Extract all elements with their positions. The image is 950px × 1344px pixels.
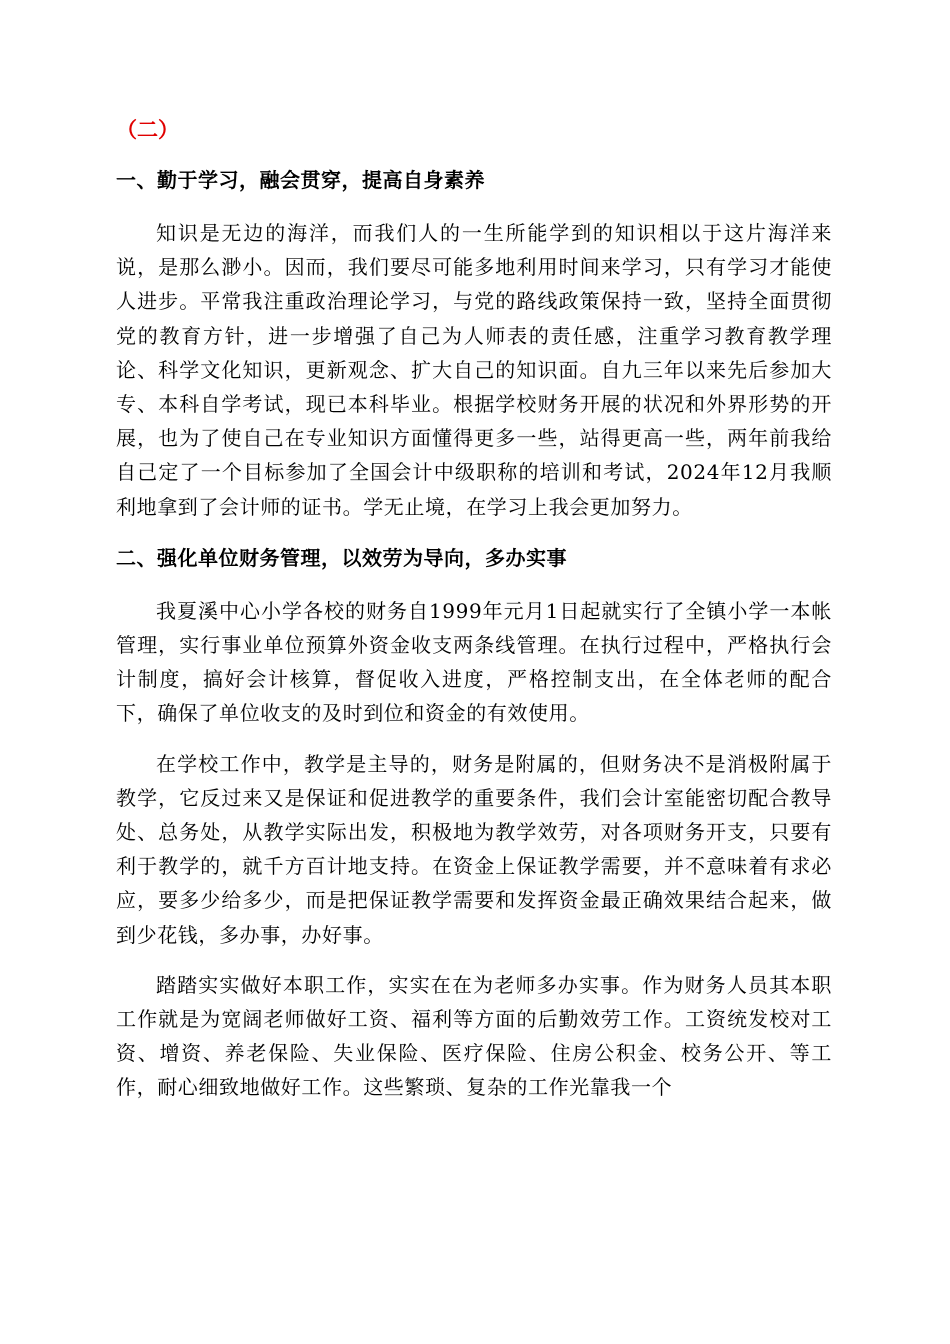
paragraph: 踏踏实实做好本职工作，实实在在为老师多办实事。作为财务人员其本职工作就是为宽阔老师做好工资、福利等方面的后勤效劳工作。工资统发校对工资、增资、养老保险、失业保险、医疗保险、住房公积金、校务公开、等工作，耐心细致地做好工作。这些繁琐、复杂的工作光靠我一个	[116, 972, 832, 1100]
paragraph: 在学校工作中，教学是主导的，财务是附属的，但财务决不是消极附属于教学，它反过来又是保证和促进教学的重要条件，我们会计室能密切配合教导处、总务处，从教学实际出发，积极地为教学效劳，对各项财务开支，只要有利于教学的，就千方百计地支持。在资金上保证教学需要，并不意味着有求必应，要多少给多少，而是把保证教学需要和发挥资金最正确效果结合起来，做到少花钱，多办事，办好事。	[116, 751, 832, 947]
section-number: （二）	[116, 118, 179, 142]
section-heading-2: 二、强化单位财务管理，以效劳为导向，多办实事	[116, 545, 567, 570]
section-heading-1: 一、勤于学习，融会贯穿，提高自身素养	[116, 168, 485, 192]
paragraph: 我夏溪中心小学各校的财务自1999年元月1日起就实行了全镇小学一本帐管理，实行事业单位预算外资金收支两条线管理。在执行过程中，严格执行会计制度，搞好会计核算，督促收入进度，严格控制支出，在全体老师的配合下，确保了单位收支的及时到位和资金的有效使用。	[116, 598, 832, 726]
paragraph: 知识是无边的海洋，而我们人的一生所能学到的知识相以于这片海洋来说，是那么渺小。因而，我们要尽可能多地利用时间来学习，只有学习才能使人进步。平常我注重政治理论学习，与党的路线政策保持一致，坚持全面贯彻党的教育方针，进一步增强了自己为人师表的责任感，注重学习教育教学理论、科学文化知识，更新观念、扩大自己的知识面。自九三年以来先后参加大专、本科自学考试，现已本科毕业。根据学校财务开展的状况和外界形势的开展，也为了使自己在专业知识方面懂得更多一些，站得更高一些，两年前我给自己定了一个目标参加了全国会计中级职称的培训和考试，2024年12月我顺利地拿到了会计师的证书。学无止境，在学习上我会更加努力。	[116, 221, 832, 519]
document-body	[116, 112, 832, 1121]
